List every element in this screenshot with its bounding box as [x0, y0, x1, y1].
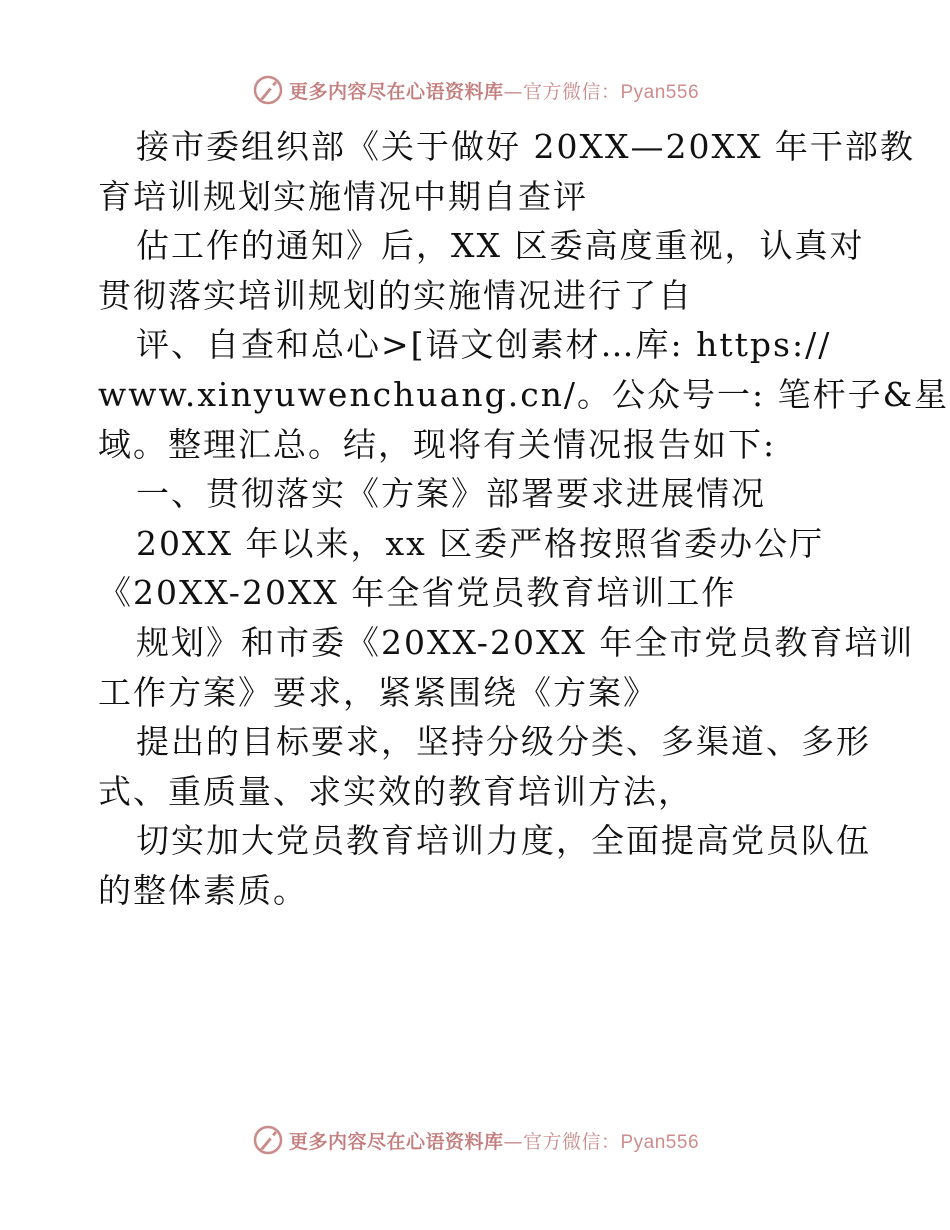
banner-text	[289, 1127, 699, 1154]
footer-banner	[0, 1120, 950, 1160]
text-line: 接市委组织部《关于做好 20XX—20XX 年干部教	[136, 127, 915, 166]
text-line: 工作方案》要求，紧紧围绕《方案》	[98, 672, 658, 712]
banner-brand: 更多内容尽在心语资料库	[288, 80, 504, 103]
document-body	[98, 122, 950, 916]
text-line: 《20XX-20XX 年全省党员教育培训工作	[98, 573, 737, 613]
quill-circle-icon	[251, 73, 285, 107]
banner-text	[289, 77, 699, 104]
banner-wechat-label: 官方微信：	[522, 1130, 621, 1153]
header-banner	[0, 70, 950, 110]
text-line: 的整体素质。	[98, 870, 308, 910]
text-line: 贯彻落实培训规划的实施情况进行了自	[98, 275, 693, 315]
text-line: 域。整理汇总。结，现将有关情况报告如下:	[98, 424, 777, 464]
text-line: 式、重质量、求实效的教育培训方法，	[98, 771, 693, 811]
text-line: 估工作的通知》后，XX 区委高度重视，认真对	[136, 226, 865, 266]
banner-wechat-id: Pyan556	[620, 1131, 700, 1153]
text-line: 提出的目标要求，坚持分级分类、多渠道、多形	[136, 722, 871, 762]
banner-brand: 更多内容尽在心语资料库	[288, 1130, 504, 1153]
section-heading: 一、贯彻落实《方案》部署要求进展情况	[136, 474, 766, 514]
text-line: www.xinyuwenchuang.cn/。公众号一: 笔杆子&星	[98, 374, 950, 414]
banner-separator: —	[503, 1130, 523, 1153]
text-line: 切实加大党员教育培训力度，全面提高党员队伍	[136, 821, 871, 861]
quill-circle-icon	[251, 1123, 285, 1157]
banner-wechat-label: 官方微信：	[522, 80, 621, 103]
banner-wechat-id: Pyan556	[620, 81, 700, 103]
text-line: 育培训规划实施情况中期自查评	[98, 176, 588, 216]
text-line: 规划》和市委《20XX-20XX 年全市党员教育培训	[136, 622, 915, 662]
banner-separator: —	[503, 80, 523, 103]
text-line: 评、自查和总心>[语文创素材…库: https://	[136, 325, 832, 365]
text-line: 20XX 年以来，xx 区委严格按照省委办公厅	[136, 523, 825, 563]
